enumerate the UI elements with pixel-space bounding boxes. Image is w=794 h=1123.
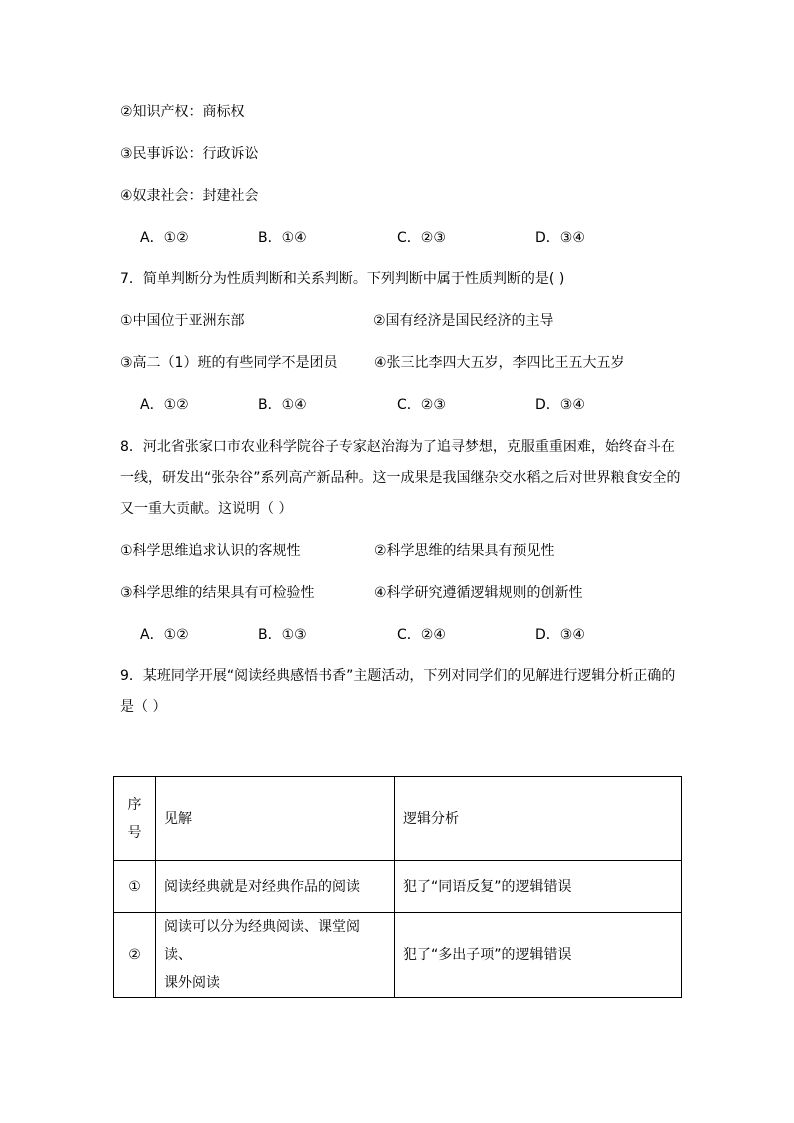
- q6-option-a: A．①②: [140, 230, 189, 246]
- q9-analysis-table: [113, 776, 682, 998]
- q7-option-d: D．③④: [535, 397, 585, 413]
- header-analysis-cell: 逻辑分析: [395, 777, 682, 861]
- q8-option-a: A．①②: [140, 627, 189, 643]
- q6-item-4: ④奴隶社会：封建社会: [120, 188, 259, 204]
- header-view-cell: 见解: [156, 777, 395, 861]
- header-number-line-1: 序: [127, 796, 142, 813]
- row-number-cell: ②: [114, 913, 156, 998]
- q7-item-1: ①中国位于亚洲东部: [120, 313, 245, 329]
- table-row: [114, 913, 682, 998]
- q6-item-3: ③民事诉讼：行政诉讼: [120, 146, 259, 162]
- row-number-cell: ①: [114, 861, 156, 913]
- q7-option-c: C．②③: [397, 397, 446, 413]
- row-view-line-1: 阅读可以分为经典阅读、课堂阅读、: [164, 919, 360, 963]
- q8-item-3: ③科学思维的结果具有可检验性: [120, 585, 315, 601]
- q8-item-2: ②科学思维的结果具有预见性: [374, 543, 555, 559]
- q6-option-c: C．②③: [397, 230, 446, 246]
- q8-option-c: C．②④: [397, 627, 446, 643]
- table-row: [114, 861, 682, 913]
- q9-stem-line-2: 是（ ）: [120, 699, 167, 715]
- q7-stem: 7．简单判断分为性质判断和关系判断。下列判断中属于性质判断的是( ): [120, 271, 565, 287]
- q7-option-b: B．①④: [258, 397, 307, 413]
- q6-item-2: ②知识产权：商标权: [120, 104, 245, 120]
- table-header-row: [114, 777, 682, 861]
- q9-stem-line-1: 9．某班同学开展“阅读经典感悟书香”主题活动，下列对同学们的见解进行逻辑分析正确的: [120, 668, 676, 684]
- q8-stem-line-1: 8．河北省张家口市农业科学院谷子专家赵治海为了追寻梦想，克服重重困难，始终奋斗在: [120, 439, 675, 455]
- row-analysis-cell: 犯了“多出子项”的逻辑错误: [395, 913, 682, 998]
- q6-option-b: B．①④: [258, 230, 307, 246]
- q8-stem-line-3: 又一重大贡献。这说明（ ）: [120, 501, 293, 517]
- q8-stem-line-2: 一线，研发出“张杂谷”系列高产新品种。这一成果是我国继杂交水稻之后对世界粮食安全的: [120, 470, 681, 486]
- row-view-cell: [156, 861, 395, 913]
- q7-item-2: ②国有经济是国民经济的主导: [373, 313, 554, 329]
- q8-item-4: ④科学研究遵循逻辑规则的创新性: [374, 585, 583, 601]
- q7-item-3: ③高二（1）班的有些同学不是团员: [120, 355, 338, 371]
- row-view-line-2: 课外阅读: [164, 975, 220, 991]
- row-analysis-cell: 犯了“同语反复”的逻辑错误: [395, 861, 682, 913]
- header-number-cell: [114, 777, 156, 861]
- q8-option-d: D．③④: [535, 627, 585, 643]
- header-number-line-2: 号: [127, 824, 142, 841]
- q8-item-1: ①科学思维追求认识的客规性: [120, 543, 301, 559]
- q6-option-d: D．③④: [535, 230, 585, 246]
- q7-option-a: A．①②: [140, 397, 189, 413]
- row-view-cell: [156, 913, 395, 998]
- q7-item-4: ④张三比李四大五岁，李四比王五大五岁: [374, 355, 625, 371]
- q8-option-b: B．①③: [258, 627, 307, 643]
- row-view-line-1: 阅读经典就是对经典作品的阅读: [164, 878, 360, 895]
